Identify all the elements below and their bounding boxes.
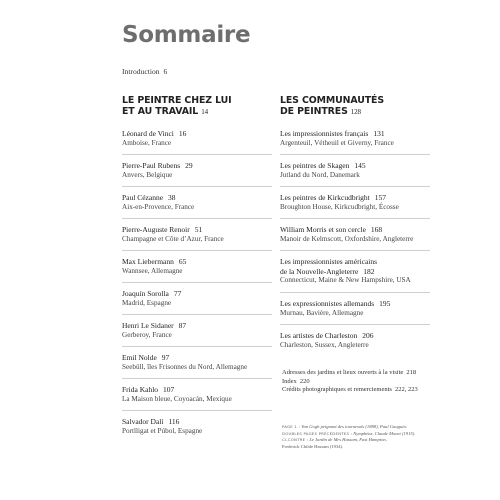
divider	[122, 378, 272, 379]
toc-entry	[280, 161, 460, 180]
caption-label: DOUBLES PAGES PRÉCÉDENTES :	[282, 430, 353, 436]
caption-label: PAGE 1 :	[282, 424, 301, 429]
introduction-page: 6	[163, 67, 168, 76]
entry-page: 168	[370, 225, 383, 234]
entry-name: Emil Nolde	[122, 353, 157, 362]
entry-name: Salvador Dalí	[122, 417, 164, 426]
entry-name: Max Liebermann	[122, 257, 174, 266]
picture-captions	[282, 424, 462, 450]
entry-page: 145	[354, 161, 366, 170]
left-section-heading	[122, 95, 297, 118]
toc-entry	[280, 193, 460, 212]
entry-name: Henri Le Sidaner	[122, 321, 174, 330]
entry-page: 107	[163, 385, 175, 394]
entry-place: Anvers, Belgique	[122, 170, 173, 179]
entry-page: 16	[178, 129, 187, 138]
entry-page: 206	[362, 331, 374, 340]
entry-place: Portlligat et Púbol, Espagne	[122, 426, 203, 435]
toc-entry	[122, 161, 302, 180]
right-section-heading	[280, 95, 455, 118]
divider	[122, 218, 272, 219]
right-heading-line-2: DE PEINTRES	[280, 106, 348, 118]
right-heading-page: 128	[350, 108, 361, 117]
entry-place: Murnau, Bavière, Allemagne	[280, 308, 364, 317]
entry-page: 182	[363, 266, 375, 276]
back-matter-label: Index	[282, 377, 297, 385]
entry-page: 51	[194, 225, 203, 234]
back-matter-label: Adresses des jardins et lieux ouverts à la visite	[282, 369, 404, 376]
entry-place: Aix-en-Provence, France	[122, 202, 195, 211]
entry-place: Argenteuil, Vétheuil et Giverny, France	[280, 138, 394, 147]
left-heading-page: 14	[201, 108, 208, 117]
entry-page: 38	[168, 193, 176, 202]
toc-entry	[122, 321, 302, 340]
entry-page: 77	[173, 289, 182, 298]
entry-name: Les peintres de Skagen	[280, 161, 350, 170]
entry-place: Gerberoy, France	[122, 330, 172, 339]
right-column	[280, 95, 455, 349]
caption-label: CI-CONTRE :	[282, 437, 309, 442]
left-heading-line-1: LE PEINTRE CHEZ LUI	[122, 95, 232, 106]
divider	[280, 186, 430, 187]
toc-entry	[122, 385, 302, 404]
entry-page: 65	[178, 257, 187, 266]
right-heading-line-1: LES COMMUNAUTÉS	[280, 95, 384, 106]
toc-entry	[280, 129, 460, 148]
entry-name-line-2: de la Nouvelle-Angleterre	[280, 266, 359, 276]
page-title: Sommaire	[122, 22, 251, 48]
entry-name: Les impressionnistes français	[280, 129, 369, 138]
entry-page: 157	[374, 193, 387, 202]
entry-page: 97	[161, 353, 170, 362]
toc-entry	[122, 353, 302, 372]
back-matter-page: 220	[299, 377, 310, 385]
entry-name: Les artistes de Charleston	[280, 331, 358, 340]
back-matter-item	[282, 369, 472, 378]
entry-place: La Maison bleue, Coyoacán, Mexique	[122, 394, 232, 403]
divider	[280, 218, 430, 219]
toc-entry	[280, 225, 460, 244]
divider	[122, 346, 272, 347]
entry-name: William Morris et son cercle	[280, 225, 366, 234]
entry-page: 131	[373, 129, 385, 138]
entry-place: Amboise, France	[122, 138, 172, 147]
introduction-entry	[122, 67, 167, 76]
entry-page: 29	[185, 161, 193, 170]
entry-name: Frida Kahlo	[122, 385, 159, 394]
toc-entry	[280, 299, 460, 318]
introduction-label: Introduction	[122, 67, 160, 76]
divider	[122, 154, 272, 155]
divider	[280, 250, 430, 251]
back-matter-page: 222, 223	[394, 386, 418, 394]
toc-entry	[122, 225, 302, 244]
entry-name: Léonard de Vinci	[122, 129, 174, 138]
divider	[280, 154, 430, 155]
entry-place: Connecticut, Maine & New Hampshire, USA	[280, 276, 411, 285]
divider	[280, 324, 430, 325]
entry-place: Champagne et Côte d’Azur, France	[122, 234, 224, 243]
back-matter-page: 218	[406, 369, 417, 376]
caption-line	[282, 444, 462, 451]
toc-entry	[280, 257, 460, 286]
entry-page: 195	[379, 299, 391, 308]
toc-entry	[122, 129, 302, 148]
caption-text: Le Jardin de Mrs Hassam, Fast Hampton,	[309, 437, 387, 442]
divider	[280, 292, 430, 293]
left-heading-line-2: ET AU TRAVAIL	[122, 106, 199, 118]
divider	[122, 314, 272, 315]
divider	[122, 282, 272, 283]
entry-place: Charleston, Sussex, Angleterre	[280, 340, 369, 349]
back-matter-item	[282, 386, 472, 395]
toc-entry	[122, 257, 302, 276]
entry-place: Wannsee, Allemagne	[122, 266, 183, 275]
entry-place: Seebüll, îles Frisonnes du Nord, Allemagne	[122, 362, 248, 371]
entry-name: Paul Cézanne	[122, 193, 164, 202]
back-matter-item	[282, 378, 472, 387]
caption-text: Frederick Childe Hassam (1934).	[282, 443, 344, 449]
back-matter-label: Crédits photographiques et remerciements	[282, 386, 392, 394]
entry-name: Les expressionnistes allemands	[280, 299, 375, 308]
entry-place: Broughton House, Kirkcudbright, Écosse	[280, 202, 399, 211]
toc-entry	[280, 331, 460, 350]
entry-name: Pierre-Paul Rubens	[122, 161, 181, 170]
caption-text: Nymphéas, Claude Monet (1915).	[353, 430, 416, 436]
entry-name-line-1: Les impressionnistes américains	[280, 257, 378, 266]
entry-page: 116	[168, 417, 180, 426]
divider	[122, 186, 272, 187]
divider	[122, 250, 272, 251]
toc-entry	[122, 417, 302, 436]
entry-name: Joaquín Sorolla	[122, 289, 169, 298]
toc-entry	[122, 193, 302, 212]
divider	[122, 410, 272, 411]
entry-name: Les peintres de Kirkcudbright	[280, 193, 370, 202]
entry-page: 87	[178, 321, 187, 330]
entry-place: Manoir de Kelmscott, Oxfordshire, Angleterre	[280, 234, 414, 243]
entry-place: Jutland du Nord, Danemark	[280, 170, 360, 179]
back-matter-list	[282, 369, 472, 395]
entry-name: Pierre-Auguste Renoir	[122, 225, 190, 234]
entry-place: Madrid, Espagne	[122, 298, 172, 307]
toc-entry	[122, 289, 302, 308]
caption-text: Van Gogh peignant des tournesols (1888), Paul Gauguin.	[301, 424, 407, 429]
